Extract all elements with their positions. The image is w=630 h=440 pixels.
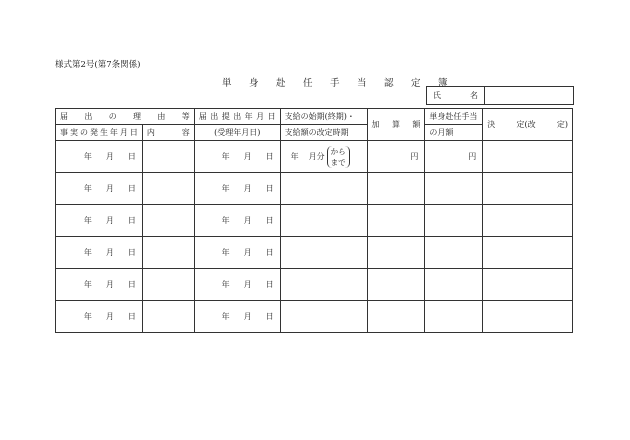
occurrence-date-cell[interactable] <box>56 141 143 173</box>
day-label: 日 <box>127 184 136 193</box>
header-char: 年 <box>244 112 253 121</box>
filing-date-cell[interactable] <box>194 141 280 173</box>
year-label: 年 <box>83 248 92 257</box>
title-char: 身 <box>249 78 259 89</box>
header-char: 出 <box>233 112 242 121</box>
period-cell[interactable] <box>280 141 367 173</box>
year-label: 年 <box>221 152 230 161</box>
from-label: から <box>330 146 346 156</box>
filing-date-cell[interactable] <box>194 205 280 237</box>
month-label: 月 <box>243 312 252 321</box>
yen-label: 円 <box>468 152 477 161</box>
year-label: 年 <box>221 216 230 225</box>
monthly-amount-cell[interactable] <box>425 141 483 173</box>
day-label: 日 <box>127 216 136 225</box>
header-char: 理 <box>133 112 142 121</box>
day-label: 日 <box>127 248 136 257</box>
monthly-amount-cell[interactable] <box>425 269 483 301</box>
addition-amount-cell[interactable] <box>367 205 425 237</box>
day-label: 日 <box>265 184 274 193</box>
content-cell[interactable] <box>142 141 194 173</box>
header-char: 決 <box>487 120 496 129</box>
header-char: 年 <box>109 128 118 137</box>
month-label: 月 <box>243 152 252 161</box>
month-label: 月 <box>105 280 114 289</box>
content-cell[interactable] <box>142 269 194 301</box>
decision-cell[interactable] <box>483 205 573 237</box>
header-char: 内 <box>146 128 155 137</box>
table-row <box>56 205 573 237</box>
decision-cell[interactable] <box>483 141 573 173</box>
period-cell[interactable] <box>280 269 367 301</box>
until-label: まで <box>330 157 346 167</box>
filing-date-cell[interactable] <box>194 301 280 333</box>
header-char: 日 <box>129 128 138 137</box>
name-label-char: 名 <box>470 91 478 100</box>
month-label: 月 <box>105 248 114 257</box>
title-char: 単 <box>222 78 232 89</box>
header-content <box>142 125 194 141</box>
header-char: 実 <box>69 128 78 137</box>
table-row <box>56 173 573 205</box>
title-char: 手 <box>330 78 340 89</box>
month-label: 月 <box>105 216 114 225</box>
header-char: の <box>79 128 88 137</box>
occurrence-date-cell[interactable] <box>56 237 143 269</box>
monthly-amount-cell[interactable] <box>425 205 483 237</box>
decision-cell[interactable] <box>483 237 573 269</box>
content-cell[interactable] <box>142 173 194 205</box>
day-label: 日 <box>265 152 274 161</box>
header-char: 提 <box>221 112 230 121</box>
month-label: 月 <box>105 184 114 193</box>
addition-amount-cell[interactable] <box>367 141 425 173</box>
year-label: 年 <box>83 216 92 225</box>
title-char: 任 <box>303 78 313 89</box>
header-decision <box>483 109 573 141</box>
header-char: 額 <box>412 120 421 129</box>
month-label: 月 <box>105 152 114 161</box>
header-char: 出 <box>210 112 219 121</box>
year-label: 年 <box>221 184 230 193</box>
occurrence-date-cell[interactable] <box>56 173 143 205</box>
title-char: 当 <box>357 78 367 89</box>
name-field[interactable] <box>485 87 574 105</box>
allowance-table <box>55 108 573 333</box>
from-until-brace <box>327 146 350 168</box>
addition-amount-cell[interactable] <box>367 237 425 269</box>
header-period-1: 支給の始期(終期)・ <box>280 109 367 125</box>
header-char: 由 <box>157 112 166 121</box>
table-row <box>56 269 573 301</box>
header-char: 届 <box>198 112 207 121</box>
year-label: 年 <box>221 248 230 257</box>
occurrence-date-cell[interactable] <box>56 205 143 237</box>
monthly-amount-cell[interactable] <box>425 301 483 333</box>
header-addition <box>367 109 425 141</box>
yen-label: 円 <box>410 152 419 161</box>
addition-amount-cell[interactable] <box>367 269 425 301</box>
content-cell[interactable] <box>142 237 194 269</box>
header-char: 容 <box>181 128 190 137</box>
decision-cell[interactable] <box>483 269 573 301</box>
filing-date-cell[interactable] <box>194 269 280 301</box>
month-part-label: 月分 <box>308 152 325 161</box>
occurrence-date-cell[interactable] <box>56 301 143 333</box>
year-label: 年 <box>83 312 92 321</box>
period-cell[interactable] <box>280 301 367 333</box>
content-cell[interactable] <box>142 301 194 333</box>
addition-amount-cell[interactable] <box>367 301 425 333</box>
monthly-amount-cell[interactable] <box>425 173 483 205</box>
header-reason <box>56 109 195 125</box>
header-char: 定) <box>556 120 568 129</box>
header-char: 日 <box>267 112 276 121</box>
table-row <box>56 301 573 333</box>
header-char: 事 <box>60 128 68 137</box>
period-cell[interactable] <box>280 237 367 269</box>
header-char: 発 <box>89 128 98 137</box>
period-cell[interactable] <box>280 173 367 205</box>
filing-date-cell[interactable] <box>194 237 280 269</box>
day-label: 日 <box>127 280 136 289</box>
header-period-2: 支給額の改定時期 <box>280 125 367 141</box>
occurrence-date-cell[interactable] <box>56 269 143 301</box>
year-label: 年 <box>290 152 299 161</box>
day-label: 日 <box>265 312 274 321</box>
header-char: の <box>108 112 117 121</box>
header-occurrence-date <box>56 125 143 141</box>
day-label: 日 <box>265 248 274 257</box>
form-code: 様式第2号(第7条関係) <box>55 60 141 70</box>
title-char: 簿 <box>438 78 448 89</box>
decision-cell[interactable] <box>483 301 573 333</box>
filing-date-cell[interactable] <box>194 173 280 205</box>
title-char: 赴 <box>276 78 286 89</box>
year-label: 年 <box>221 280 230 289</box>
year-label: 年 <box>83 280 92 289</box>
header-char: 等 <box>181 112 190 121</box>
addition-amount-cell[interactable] <box>367 173 425 205</box>
name-table <box>426 86 574 105</box>
year-label: 年 <box>221 312 230 321</box>
header-char: 出 <box>84 112 93 121</box>
month-label: 月 <box>243 280 252 289</box>
month-label: 月 <box>243 248 252 257</box>
header-char: 届 <box>60 112 68 121</box>
decision-cell[interactable] <box>483 173 573 205</box>
day-label: 日 <box>127 152 136 161</box>
header-char: 算 <box>391 120 400 129</box>
header-char: 定(改 <box>516 120 536 129</box>
header-monthly-1: 単身赴任手当 <box>425 109 483 125</box>
month-label: 月 <box>243 216 252 225</box>
period-cell[interactable] <box>280 205 367 237</box>
header-filing-date <box>194 109 280 125</box>
month-label: 月 <box>243 184 252 193</box>
table-row <box>56 237 573 269</box>
year-label: 年 <box>83 184 92 193</box>
header-char: 生 <box>99 128 108 137</box>
year-label: 年 <box>83 152 92 161</box>
monthly-amount-cell[interactable] <box>425 237 483 269</box>
header-char: 月 <box>256 112 265 121</box>
title-char: 定 <box>411 78 421 89</box>
name-label-char: 氏 <box>433 91 441 100</box>
day-label: 日 <box>265 280 274 289</box>
header-char: 加 <box>371 120 380 129</box>
header-char: 月 <box>119 128 128 137</box>
content-cell[interactable] <box>142 205 194 237</box>
header-monthly-2: の月額 <box>425 125 483 141</box>
header-received-date: (受理年月日) <box>194 125 280 141</box>
table-row <box>56 141 573 173</box>
title-char: 認 <box>384 78 394 89</box>
day-label: 日 <box>265 216 274 225</box>
day-label: 日 <box>127 312 136 321</box>
name-label <box>427 87 485 105</box>
month-label: 月 <box>105 312 114 321</box>
